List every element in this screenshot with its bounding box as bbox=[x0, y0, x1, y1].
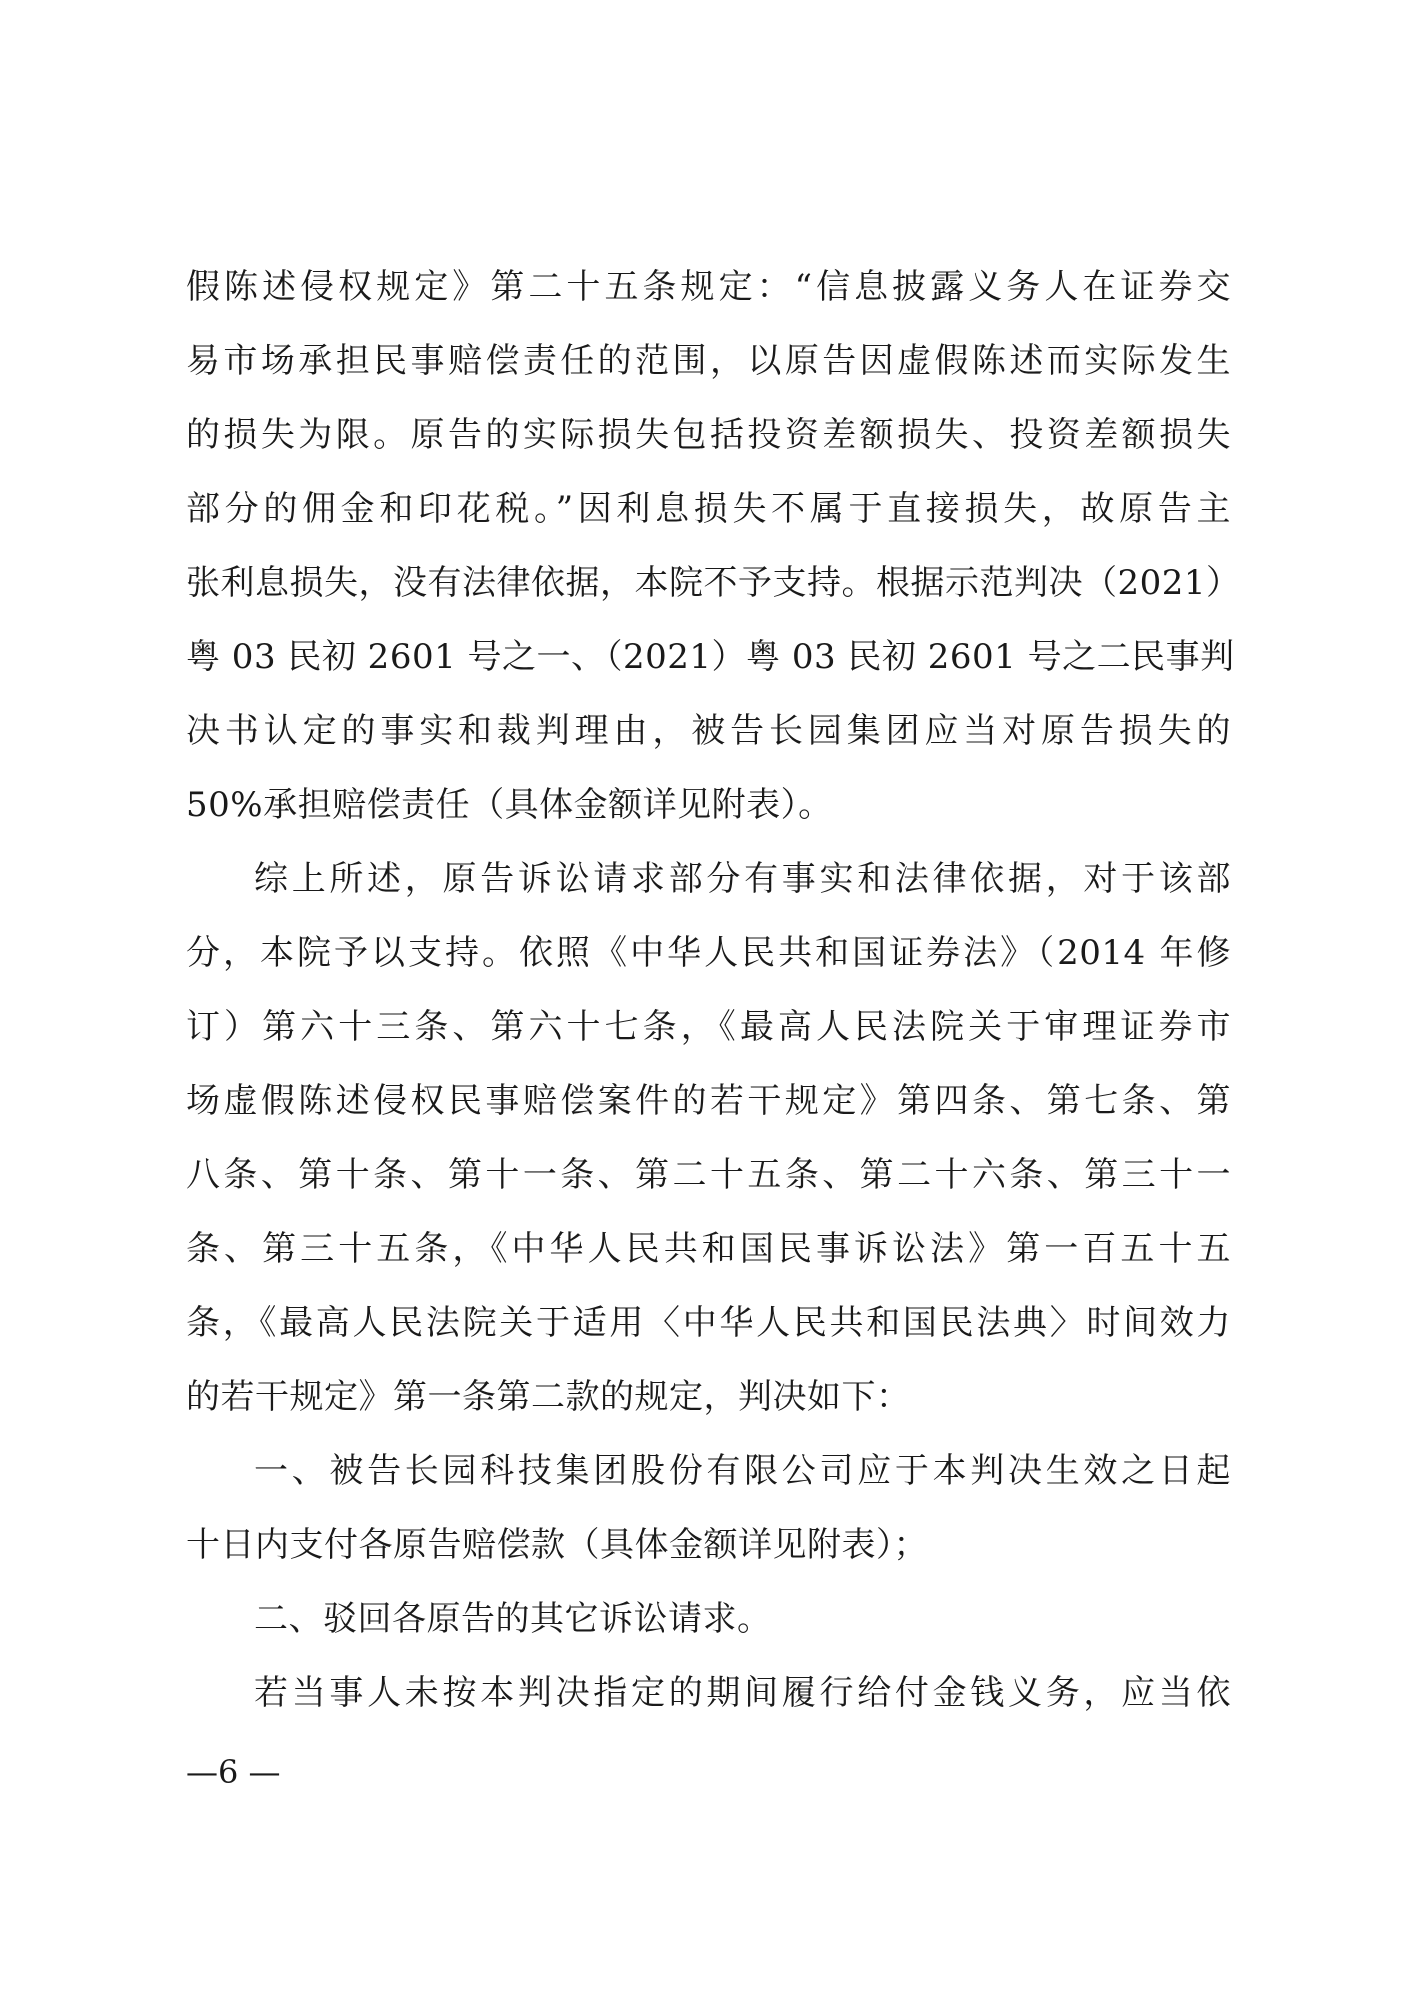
text-line: 50%承担赔偿责任（具体金额详见附表）。 bbox=[186, 785, 833, 825]
text-line: 部分的佣金和印花税。”因利息损失不属于直接损失，故原告主 bbox=[186, 489, 1231, 529]
text-line: 条、第三十五条，《中华人民共和国民事诉讼法》第一百五十五 bbox=[186, 1229, 1231, 1269]
text-line: 分，本院予以支持。依照《中华人民共和国证券法》（2014 年修 bbox=[186, 933, 1231, 973]
text-line: 场虚假陈述侵权民事赔偿案件的若干规定》第四条、第七条、第 bbox=[186, 1081, 1231, 1121]
text-line: 条，《最高人民法院关于适用〈中华人民共和国民法典〉时间效力 bbox=[186, 1303, 1231, 1343]
text-line: 订）第六十三条、第六十七条，《最高人民法院关于审理证券市 bbox=[186, 1007, 1231, 1047]
judgment-body-text bbox=[186, 250, 1241, 1730]
judgment-item-2: 二、驳回各原告的其它诉讼请求。 bbox=[254, 1599, 772, 1639]
text-line: 假陈述侵权规定》第二十五条规定：“信息披露义务人在证券交 bbox=[186, 267, 1231, 307]
paragraph-first-line: 若当事人未按本判决指定的期间履行给付金钱义务，应当依 bbox=[254, 1673, 1231, 1713]
text-line: 决书认定的事实和裁判理由，被告长园集团应当对原告损失的 bbox=[186, 711, 1231, 751]
text-line: 八条、第十条、第十一条、第二十五条、第二十六条、第三十一 bbox=[186, 1155, 1231, 1195]
text-line: 张利息损失，没有法律依据，本院不予支持。根据示范判决（2021） bbox=[186, 563, 1241, 603]
page-number: —6 — bbox=[186, 1753, 281, 1791]
text-line: 十日内支付各原告赔偿款（具体金额详见附表）； bbox=[186, 1525, 928, 1565]
paragraph-first-line: 综上所述，原告诉讼请求部分有事实和法律依据，对于该部 bbox=[254, 859, 1231, 899]
text-line: 易市场承担民事赔偿责任的范围，以原告因虚假陈述而实际发生 bbox=[186, 341, 1231, 381]
judgment-item-1: 一、被告长园科技集团股份有限公司应于本判决生效之日起 bbox=[254, 1451, 1231, 1491]
text-line: 粤 03 民初 2601 号之一、（2021）粤 03 民初 2601 号之二民事判 bbox=[186, 637, 1235, 677]
text-line: 的损失为限。原告的实际损失包括投资差额损失、投资差额损失 bbox=[186, 415, 1231, 455]
text-line: 的若干规定》第一条第二款的规定，判决如下： bbox=[186, 1377, 911, 1417]
